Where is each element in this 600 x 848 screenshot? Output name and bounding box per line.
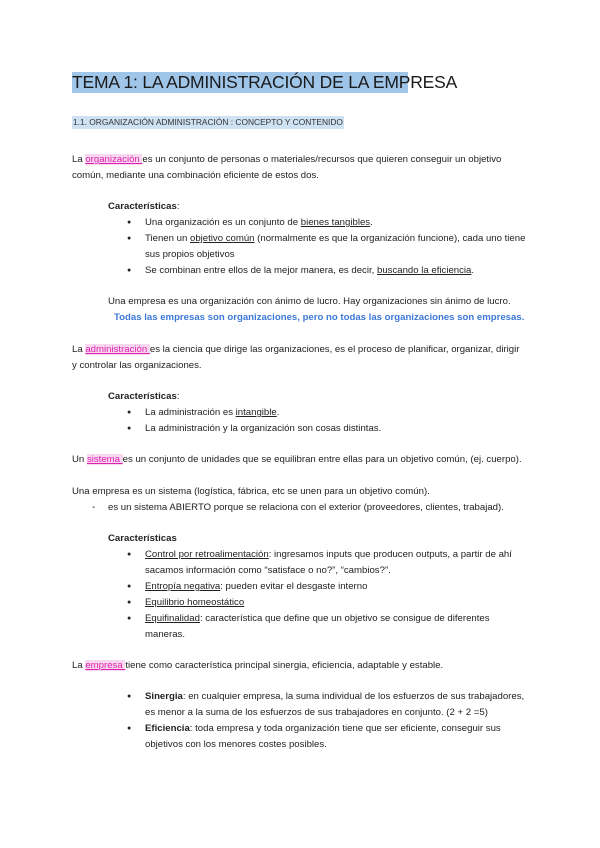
org-b1-underlined: bienes tangibles [300,217,371,228]
term-administracion: administración [85,344,150,355]
emp-b1-label: Sinergia [145,691,183,702]
list-item [127,215,527,231]
adm-characteristics-heading [108,389,179,405]
list-item [127,547,527,579]
sistema-line2: Una empresa es un sistema (logística, fábrica, etc se unen para un objetivo común). [72,486,430,497]
org-intro-post: es un conjunto de personas o materiales/recursos que quieren conseguir un objetivo común, mediante una combinación eficiente de estos dos. [72,154,502,181]
list-item [127,263,527,279]
sis-b2-underlined: Entropía negativa [145,581,221,592]
list-item: ● La administración y la organización son cosas distintas. [127,421,527,437]
sis-intro-pre: Un [72,454,87,465]
adm-intro-post: es la ciencia que dirige las organizaciones, es el proceso de planificar, organizar, dirigir y controlar las organizaciones. [72,344,520,371]
sis-b3-underlined: Equilibrio homeostático [145,597,245,608]
list-item: - es un sistema ABIERTO porque se relaciona con el exterior (proveedores, clientes, trabajad). [90,500,504,516]
term-sistema: sistema [86,454,123,465]
org-char-colon: : [176,201,180,212]
list-item [127,611,527,643]
list-item [127,595,527,611]
adm-intro-pre: La [72,344,86,355]
org-b2-pre: Tienen un [145,233,190,244]
org-b1-pre: Una organización es un conjunto de [145,217,301,228]
org-highlight: Todas las empresas son organizaciones, pero no todas las organizaciones son empresas. [114,312,525,323]
org-b1-post: . [370,217,373,228]
sis-characteristics-list [127,547,527,643]
page-title: TEMA 1: LA ADMINISTRACIÓN DE LA EMPRESA [72,72,458,92]
adm-b1-pre: La administración es [145,407,236,418]
list-item [127,579,527,595]
org-char-label: Características [108,201,177,212]
sis-characteristics-heading: Características [108,533,177,544]
adm-b1-underlined: intangible [235,407,277,418]
org-characteristics-list [127,215,527,279]
adm-char-colon: : [176,391,180,402]
sis-intro-post: es un conjunto de unidades que se equilibran entre ellas para un objetivo común, (ej. cuerpo). [122,454,522,465]
org-characteristics-heading [108,199,179,215]
org-b2-underlined: objetivo común [189,233,255,244]
list-item [127,231,527,263]
organizacion-definition [72,152,522,184]
org-note: Una empresa es una organización con ánimo de lucro. Hay organizaciones sin ánimo de lucro. [108,296,511,307]
org-b3-underlined: buscando la eficiencia [376,265,472,276]
adm-char-label: Características [108,391,177,402]
term-empresa: empresa [85,660,126,671]
sistema-definition [72,452,522,468]
adm-characteristics-list [127,405,527,437]
emp-intro-post: tiene como característica principal sinergia, eficiencia, adaptable y estable. [125,660,444,671]
adm-b1-post: . [276,407,280,418]
list-item [127,405,527,421]
empresa-definition [72,658,443,674]
org-b3-post: . [471,265,475,276]
sis-b4-underlined: Equifinalidad [145,613,200,624]
sistema-dash-list [90,500,504,516]
administracion-definition [72,342,522,374]
term-organizacion: organización [85,154,143,165]
list-item [127,721,527,753]
section-subtitle: 1.1. ORGANIZACIÓN ADMINISTRACIÓN : CONCEPTO Y CONTENIDO [73,117,343,127]
list-item [127,689,527,721]
org-b2-post: (normalmente es que la organización funcione), cada uno tiene sus propios objetivos [145,233,526,260]
emp-b2-post: : toda empresa y toda organización tiene que ser eficiente, conseguir sus objetivos con los menores costes posibles. [145,723,501,750]
org-b3-pre: Se combinan entre ellos de la mejor manera, es decir, [145,265,377,276]
sis-b1-underlined: Control por retroalimentación [145,549,269,560]
empresa-characteristics-list [127,689,527,753]
sis-b4-post: : característica que define que un objetivo se consigue de diferentes maneras. [145,613,490,640]
sis-b1-post: : ingresamos inputs que producen outputs, a partir de ahí sacamos información como “satisface o no?”, “cambios?”. [145,549,512,576]
emp-intro-pre: La [72,660,86,671]
emp-b1-post: : en cualquier empresa, la suma individual de los esfuerzos de sus trabajadores, es menor a la suma de los esfuerzos de sus trabajadores en conjunto. (2 + 2 =5) [145,691,525,718]
sis-b2-post: : pueden evitar el desgaste interno [220,581,368,592]
emp-b2-label: Eficiencia [145,723,190,734]
org-intro-pre: La [72,154,86,165]
